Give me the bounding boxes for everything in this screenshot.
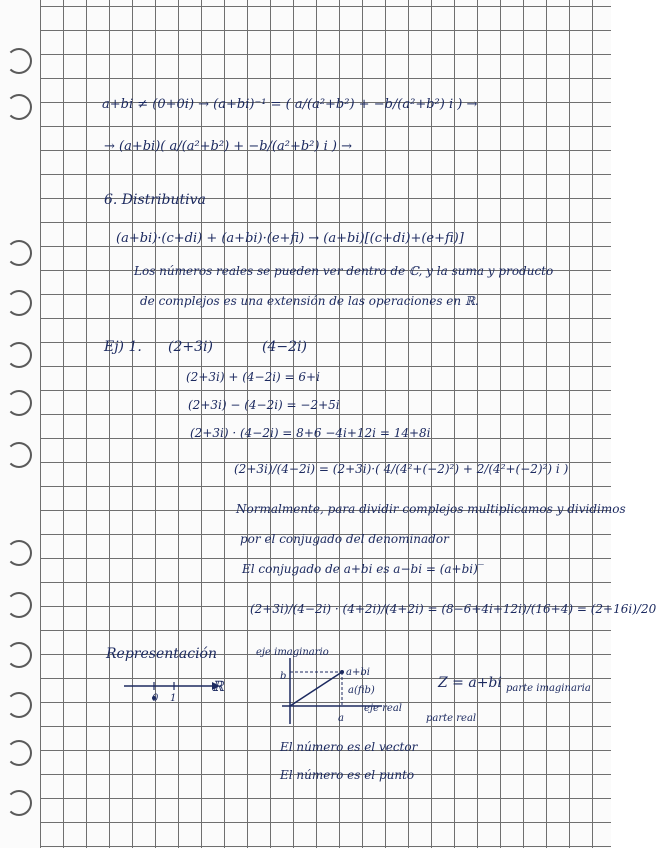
conjugate-line: El conjugado de a+bi es a−bi = (a+bi)‾	[242, 562, 484, 576]
point-label: a+bi	[346, 667, 370, 678]
example-product: (2+3i) · (4−2i) = 8+6 −4i+12i = 14+8i	[190, 426, 431, 440]
normal-line-2: por el conjugado del denominador	[240, 532, 449, 546]
real-axis-one: 1	[170, 693, 177, 704]
binder-hole	[6, 290, 32, 316]
binder-hole	[6, 390, 32, 416]
inverse-line-1: a+bi ≠ (0+0i) → (a+bi)⁻¹ = ( a/(a²+b²) + −b/(a²+b²) i ) →	[102, 97, 478, 112]
example-z2: (4−2i)	[262, 339, 307, 355]
binder-hole	[6, 642, 32, 668]
real-axis-zero: 0	[152, 693, 159, 704]
example-z1: (2+3i)	[168, 339, 213, 355]
binder-hole	[6, 442, 32, 468]
remark-line-2: de complejos es una extensión de las operaciones en ℝ.	[140, 294, 479, 308]
imaginary-part-label: parte imaginaria	[506, 683, 591, 694]
distributive-formula: (a+bi)·(c+di) + (a+bi)·(e+fi) → (a+bi)[(c+di)+(e+fi)]	[116, 231, 464, 246]
real-axis-label: ℝ	[212, 679, 224, 695]
axis-imaginary-label: eje imaginario	[256, 647, 329, 658]
example-sum: (2+3i) + (4−2i) = 6+i	[186, 370, 320, 384]
normal-line-1: Normalmente, para dividir complejos multiplicamos y dividimos	[236, 502, 626, 516]
point-b-label: b	[280, 671, 287, 682]
section-heading: 6. Distributiva	[104, 192, 206, 208]
vector-line: El número es el vector	[280, 740, 418, 754]
remark-line-1: Los números reales se pueden ver dentro de ℂ, y la suma y producto	[134, 264, 554, 278]
binder-hole	[6, 592, 32, 618]
binder-hole	[6, 740, 32, 766]
example-label: Ej) 1.	[104, 339, 142, 355]
z-expression: Z = a+bi	[438, 675, 502, 691]
binder-hole	[6, 48, 32, 74]
binder-hole	[6, 240, 32, 266]
real-part-label: parte real	[426, 713, 477, 724]
example-difference: (2+3i) − (4−2i) = −2+5i	[188, 398, 340, 412]
point-a-label: a	[338, 713, 344, 724]
representation-heading: Representación	[106, 646, 217, 662]
inverse-line-2: → (a+bi)( a/(a²+b²) + −b/(a²+b²) i ) →	[104, 139, 352, 154]
conjugate-division: (2+3i)/(4−2i) · (4+2i)/(4+2i) = (8−6+4i+12i)/(16+4) = (2+16i)/20	[250, 602, 656, 616]
point-afib-label: a(fib)	[348, 685, 375, 696]
binder-hole	[6, 540, 32, 566]
binder-hole	[6, 342, 32, 368]
binder-hole	[6, 692, 32, 718]
point-line: El número es el punto	[280, 768, 415, 782]
example-division: (2+3i)/(4−2i) = (2+3i)·( 4/(4²+(−2)²) + 2/(4²+(−2)²) i )	[234, 462, 569, 476]
axis-real-label: eje real	[364, 703, 402, 714]
binder-hole	[6, 94, 32, 120]
binder-hole	[6, 790, 32, 816]
left-margin	[0, 0, 40, 848]
